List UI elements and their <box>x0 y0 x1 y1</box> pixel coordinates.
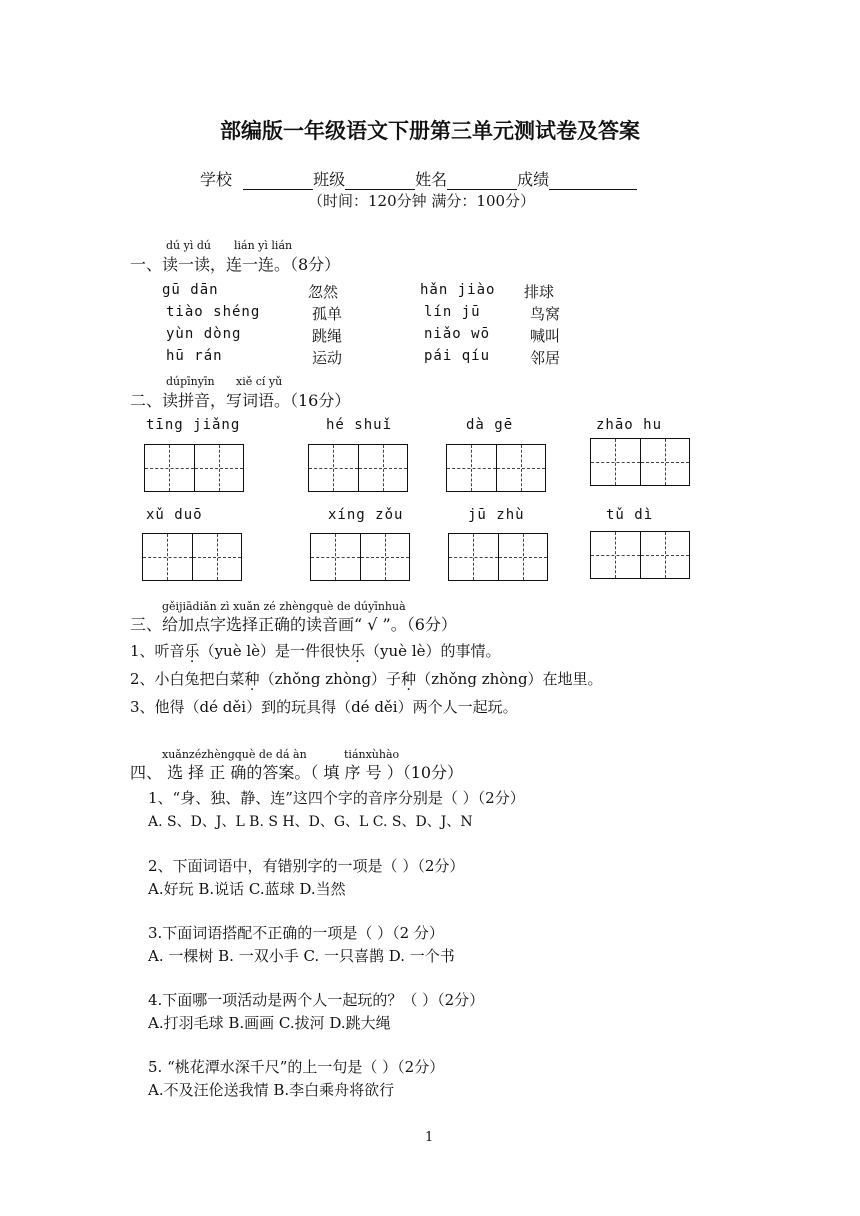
student-info-line <box>200 167 637 190</box>
s4-options-4[interactable]: A.打羽毛球 B.画画 C.拔河 D.跳大绳 <box>148 1014 391 1032</box>
s1-r3-word-right: 喊叫 <box>530 327 561 345</box>
s2-writing-box-3[interactable] <box>446 444 546 492</box>
s1-r4-word-left: 运动 <box>312 349 343 367</box>
s2-writing-box-7[interactable] <box>448 533 548 581</box>
s2-pinyin-b: xiě cí yǔ <box>236 375 283 388</box>
s4-options-5[interactable]: A.不及汪伦送我情 B.李白乘舟将欲行 <box>148 1081 395 1099</box>
school-blank[interactable] <box>243 173 313 190</box>
time-note: （时间：120分钟 满分：100分） <box>308 192 536 210</box>
s2-writing-box-8[interactable] <box>590 531 690 579</box>
s3-question-2 <box>130 668 603 689</box>
s4-pinyin-b: tiánxùhào <box>344 748 400 761</box>
s1-r1-pinyin-left: gū dān <box>162 282 219 298</box>
s2-writing-box-6[interactable] <box>310 533 410 581</box>
s3-pinyin: gěijiādiǎn zì xuǎn zé zhèngquè de dúyīnhuà <box>162 600 406 613</box>
s3-q2-part-b[interactable]: （zhǒng zhòng）子 <box>259 670 402 688</box>
s1-r3-word-left: 跳绳 <box>312 327 343 345</box>
s1-r4-word-right: 邻居 <box>530 349 561 367</box>
s2-pinyin-5: xǔ duō <box>146 507 203 523</box>
s3-q1-part-b[interactable]: （yuè lè）是一件很快 <box>199 642 351 660</box>
s4-question-2[interactable]: 2、下面词语中，有错别字的一项是（ ）（2分） <box>148 857 465 875</box>
s3-q1-part-a: 1、听音 <box>130 642 185 660</box>
s2-pinyin-4: zhāo hu <box>596 417 663 433</box>
s4-question-4[interactable]: 4.下面哪一项活动是两个人一起玩的？（ ）（2分） <box>148 991 485 1009</box>
school-label: 学校 <box>200 170 233 189</box>
s4-question-3[interactable]: 3.下面词语搭配不正确的一项是（ ）（2 分） <box>148 924 444 942</box>
s3-q2-dotted-char-2: 种 <box>401 670 417 688</box>
s3-q1-dotted-char-1: 乐 <box>184 642 200 660</box>
s2-pinyin-7: jū zhù <box>468 507 525 523</box>
s4-question-5[interactable]: 5. “桃花潭水深千尺”的上一句是（ ）（2分） <box>148 1058 445 1076</box>
s1-r1-word-left: 忽然 <box>308 283 339 301</box>
s3-question-3[interactable]: 3、他得（dé děi）到的玩具得（dé děi）两个人一起玩。 <box>130 698 518 716</box>
s2-pinyin-8: tǔ dì <box>606 507 654 523</box>
s1-heading: 一、读一读，连一连。（8分） <box>130 255 341 274</box>
s3-q1-part-c[interactable]: （yuè lè）的事情。 <box>365 642 501 660</box>
s2-writing-box-4[interactable] <box>590 438 690 486</box>
page-number: 1 <box>425 1130 434 1145</box>
s1-r3-pinyin-left: yùn dòng <box>166 326 242 342</box>
class-blank[interactable] <box>345 173 415 190</box>
s1-r3-pinyin-right: niǎo wō <box>424 326 491 342</box>
s1-r4-pinyin-right: pái qíu <box>424 348 491 364</box>
name-label: 姓名 <box>415 170 448 189</box>
score-blank[interactable] <box>549 173 637 190</box>
page-title: 部编版一年级语文下册第三单元测试卷及答案 <box>220 118 640 143</box>
s3-q1-dotted-char-2: 乐 <box>350 642 366 660</box>
s2-pinyin-a: dúpīnyīn <box>166 375 215 388</box>
name-blank[interactable] <box>447 173 517 190</box>
s2-pinyin-1: tīng jiǎng <box>146 417 241 433</box>
s4-options-2[interactable]: A.好玩 B.说话 C.蓝球 D.当然 <box>148 880 346 898</box>
s1-r4-pinyin-left: hū rán <box>166 348 223 364</box>
s1-r2-pinyin-left: tiào shéng <box>166 304 261 320</box>
s4-heading: 四、 选 择 正 确的答案。（ 填 序 号 ）（10分） <box>130 763 464 782</box>
s2-pinyin-2: hé shuǐ <box>326 417 393 433</box>
s2-pinyin-6: xíng zǒu <box>328 507 404 523</box>
s4-question-1[interactable]: 1、“身、独、静、连”这四个字的音序分别是（ ）（2分） <box>148 789 525 807</box>
s1-r2-pinyin-right: lín jū <box>424 304 481 320</box>
s1-r1-word-right: 排球 <box>524 283 555 301</box>
s2-heading: 二、读拼音，写词语。（16分） <box>130 391 351 410</box>
s1-pinyin-a: dú yì dú <box>166 239 211 252</box>
s3-heading: 三、给加点字选择正确的读音画“ √ ”。（6分） <box>130 615 457 634</box>
s4-pinyin-a: xuǎnzézhèngquè de dá àn <box>162 748 307 761</box>
s2-writing-box-2[interactable] <box>308 444 408 492</box>
s3-q2-dotted-char-1: 种 <box>244 670 260 688</box>
s3-q2-part-a: 2、小白兔把白菜 <box>130 670 245 688</box>
s2-writing-box-5[interactable] <box>142 533 242 581</box>
s3-q2-part-c[interactable]: （zhǒng zhòng）在地里。 <box>416 670 603 688</box>
s1-r1-pinyin-right: hǎn jiào <box>420 282 496 298</box>
s1-pinyin-b: lián yì lián <box>234 239 293 252</box>
s2-writing-box-1[interactable] <box>144 444 244 492</box>
s3-question-1 <box>130 640 501 661</box>
class-label: 班级 <box>313 170 346 189</box>
score-label: 成绩 <box>517 170 550 189</box>
s4-options-3[interactable]: A. 一棵树 B. 一双小手 C. 一只喜鹊 D. 一个书 <box>148 947 455 965</box>
s4-options-1[interactable]: A. S、D、J、L B. S H、D、G、L C. S、D、J、N <box>148 814 473 830</box>
s1-r2-word-left: 孤单 <box>312 305 343 323</box>
s2-pinyin-3: dà gē <box>466 417 514 433</box>
s1-r2-word-right: 鸟窝 <box>530 305 561 323</box>
